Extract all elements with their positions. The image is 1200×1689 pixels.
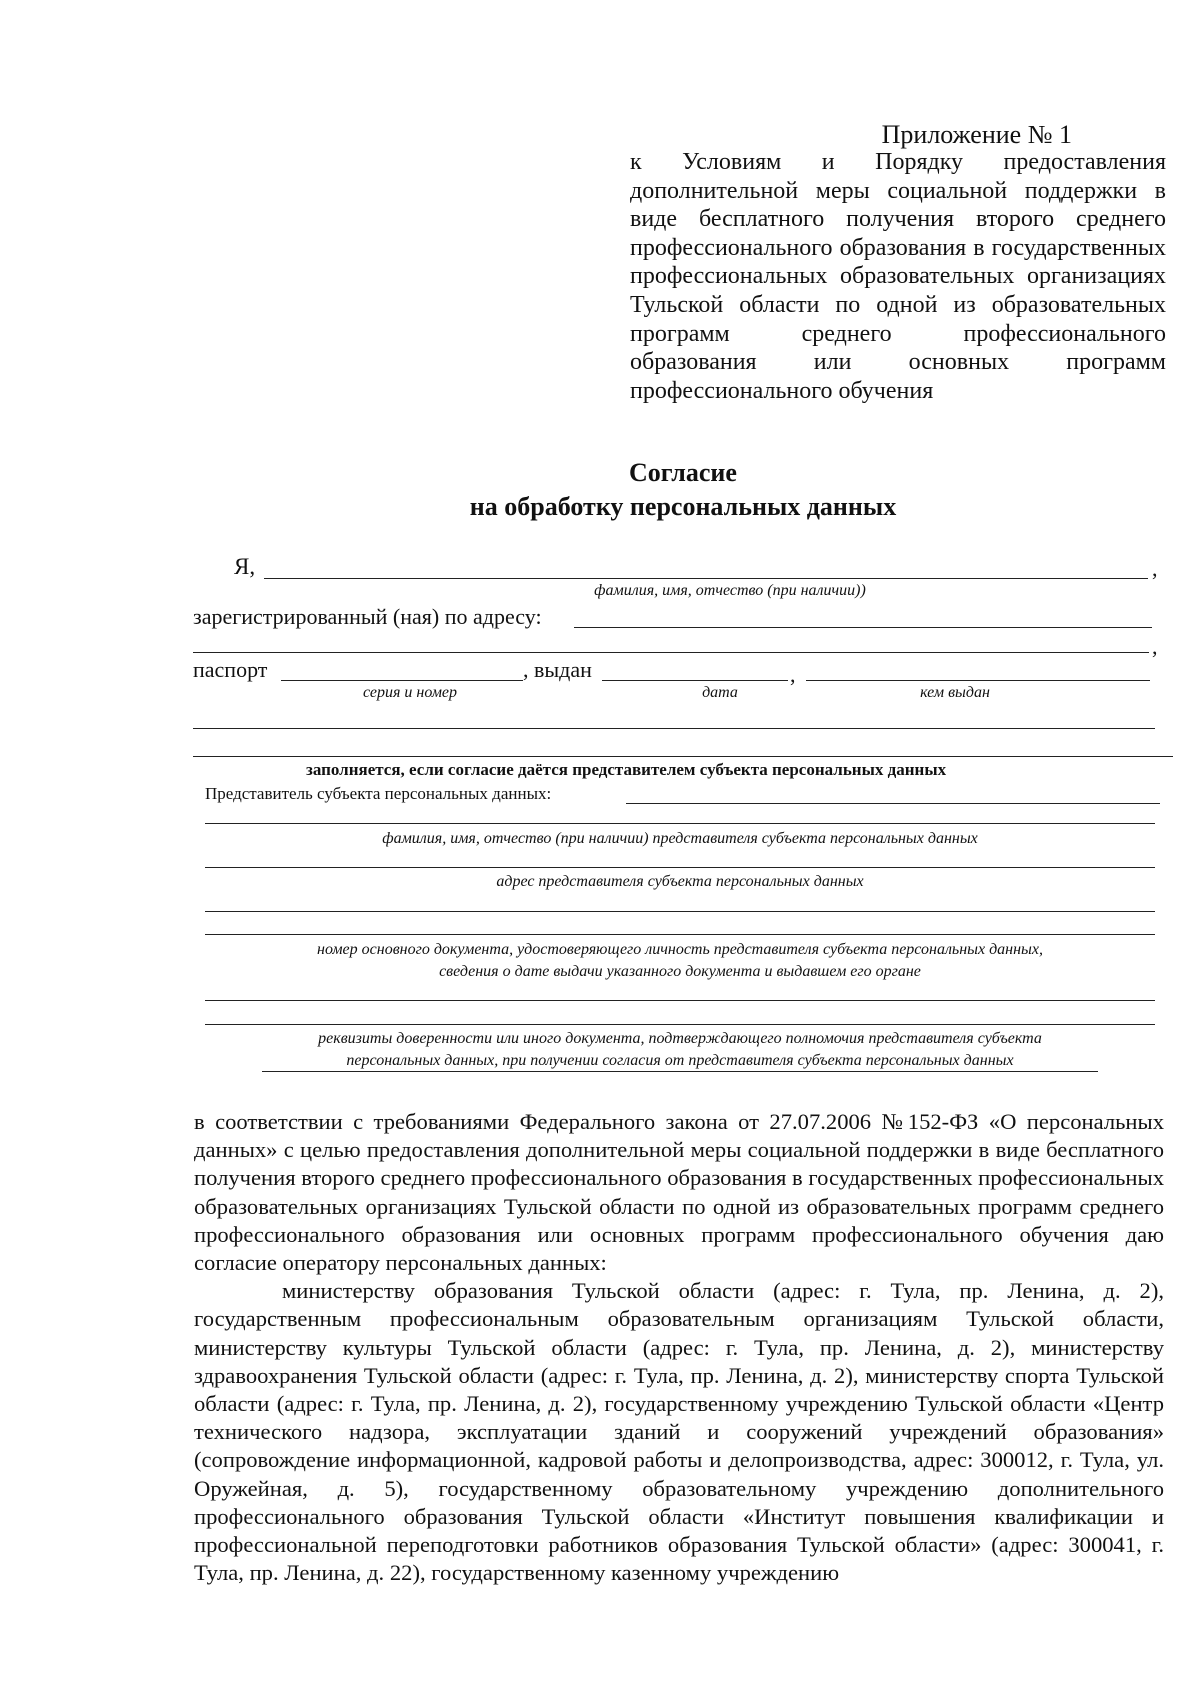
- representative-proxy-line-2[interactable]: [205, 1024, 1155, 1025]
- representative-proxy-caption-1: реквизиты доверенности или иного документа, подтверждающего полномочия представителя субъекта: [318, 1030, 1042, 1047]
- consent-paragraph-1: в соответствии с требованиями Федерального закона от 27.07.2006 №152-ФЗ «О персональных данных» с целью предоставления дополнительной меры социальной поддержки в виде бесплатного получения второго среднего профессионального образования в государственных профессиональных образовательных организациях Тульской области по одной из образовательных программ среднего профессионального образования или основных программ профессионального обучения даю согласие оператору персональных данных:: [194, 1109, 1164, 1276]
- passport-series-line[interactable]: [281, 680, 523, 681]
- representative-doc-caption-1: номер основного документа, удостоверяющего личность представителя субъекта персональных данных,: [317, 941, 1043, 958]
- representative-label: Представитель субъекта персональных данных:: [205, 784, 552, 803]
- issuer-caption: кем выдан: [920, 684, 990, 701]
- passport-date-comma: ,: [790, 662, 796, 687]
- representative-fio-line[interactable]: [205, 823, 1155, 824]
- address-field-line[interactable]: [574, 627, 1152, 628]
- passport-date-line[interactable]: [602, 680, 788, 681]
- address-field-line-2[interactable]: [193, 652, 1149, 653]
- document-title: Согласие: [629, 458, 737, 487]
- representative-doc-line[interactable]: [205, 911, 1155, 912]
- ya-label: Я,: [234, 554, 256, 579]
- proxy-caption-underline: [262, 1071, 1098, 1072]
- fio-field-line[interactable]: [264, 578, 1148, 579]
- series-caption: серия и номер: [362, 684, 458, 701]
- consent-paragraph-2: министерству образования Тульской области (адрес: г. Тула, пр. Ленина, д. 2), государственным профессиональным образовательным организациям Тульской области, министерству культуры Тульской области (адрес: г. Тула, пр. Ленина, д. 2), министерству здравоохранения Тульской области (адрес: г. Тула, пр. Ленина, д. 2), министерству спорта Тульской области (адрес: г. Тула, пр. Ленина, д. 2), государственному учреждению Тульской области «Центр технического надзора, эксплуатации зданий и сооружений учреждений образования» (сопровождение информационной, кадровой работы и делопроизводства, адрес: 300012, г. Тула, ул. Оружейная, д. 5), государственному образовательному учреждению дополнительного профессионального образования Тульской области «Институт повышения квалификации и профессиональной переподготовки работников образования Тульской области» (адрес: 300041, г. Тула, пр. Ленина, д. 22), государственному казенному учреждению: [194, 1278, 1164, 1586]
- representative-doc-caption-2: сведения о дате выдачи указанного документа и выдавшем его органе: [439, 963, 921, 980]
- issuer-field-line-2[interactable]: [193, 728, 1155, 729]
- document-subtitle: на обработку персональных данных: [469, 492, 897, 521]
- consent-body: [194, 1108, 1164, 1587]
- representative-separator: [193, 756, 1173, 757]
- representative-fio-caption: фамилия, имя, отчество (при наличии) представителя субъекта персональных данных: [382, 830, 978, 847]
- fio-caption: фамилия, имя, отчество (при наличии)): [594, 582, 866, 599]
- address-label: зарегистрированный (ная) по адресу:: [193, 604, 542, 629]
- passport-label: паспорт: [193, 657, 268, 682]
- fio-comma: ,: [1152, 556, 1158, 581]
- issued-label: , выдан: [523, 657, 592, 682]
- address-comma: ,: [1152, 634, 1158, 659]
- appendix-text: к Условиям и Порядку предоставления дополнительной меры социальной поддержки в виде бесплатного получения второго среднего профессионального образования в государственных профессиональных образовательных организациях Тульской области по одной из образовательных программ среднего профессионального образования или основных программ профессионального обучения: [630, 149, 1166, 404]
- appendix-title: Приложение № 1: [881, 120, 1072, 149]
- representative-address-caption: адрес представителя субъекта персональных данных: [496, 873, 864, 890]
- representative-doc-line-2[interactable]: [205, 934, 1155, 935]
- representative-proxy-caption-2: персональных данных, при получении согласия от представителя субъекта персональных данных: [346, 1052, 1014, 1069]
- representative-field-line[interactable]: [626, 803, 1160, 804]
- passport-issuer-line[interactable]: [806, 680, 1150, 681]
- date-caption: дата: [702, 684, 738, 701]
- representative-proxy-line[interactable]: [205, 1000, 1155, 1001]
- representative-address-line[interactable]: [205, 867, 1155, 868]
- representative-heading: заполняется, если согласие даётся представителем субъекта персональных данных: [306, 760, 947, 779]
